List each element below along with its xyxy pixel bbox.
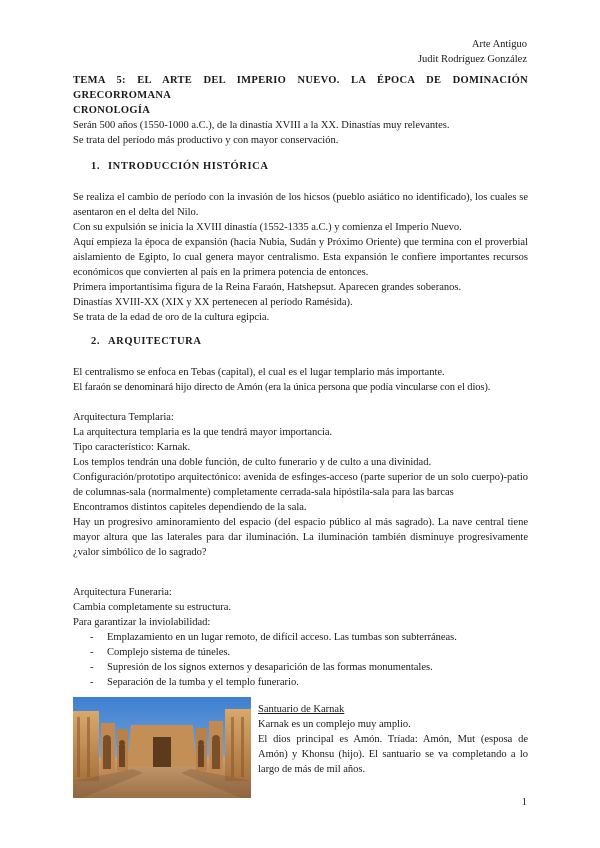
- section-number: 2.: [91, 336, 101, 347]
- document-title: TEMA 5: EL ARTE DEL IMPERIO NUEVO. LA ÉPOCA DE DOMINACIÓN: [73, 75, 528, 86]
- list-item: - Separación de la tumba y el templo funerario.: [73, 675, 528, 690]
- paragraph: Para garantizar la inviolabilidad:: [73, 617, 211, 628]
- section-heading-arquitectura: [91, 336, 202, 347]
- paragraph: La arquitectura templaria es la que tendrá mayor importancia.: [73, 427, 333, 438]
- paragraph: Encontramos distintos capiteles dependiendo de la sala.: [73, 502, 307, 513]
- paragraph: Los templos tendrán una doble función, de culto funerario y de culto a una divinidad.: [73, 457, 432, 468]
- karnak-temple-photo: [73, 697, 251, 798]
- paragraph: Se realiza el cambio de período con la invasión de los hicsos (pueblo asiático no identificado), los cuales se asentaron en el delta del Nilo.: [73, 192, 528, 218]
- subsection-heading: Arquitectura Templaria:: [73, 412, 174, 423]
- paragraph: El dios principal es Amón. Tríada: Amón, Mut (esposa de Amón) y Khonsu (hijo). El santuario se va completando a lo largo de más de mil años.: [258, 734, 528, 775]
- paragraph: El centralismo se enfoca en Tebas (capital), el cual es el lugar templario más importante.: [73, 367, 445, 378]
- paragraph: Tipo característico: Karnak.: [73, 442, 191, 453]
- intro-text: Serán 500 años (1550-1000 a.C.), de la dinastía XVIII a la XX. Dinastías muy relevantes.: [73, 120, 450, 131]
- document-header: [418, 37, 527, 67]
- list-item: - Supresión de los signos externos y desaparición de las formas monumentales.: [73, 660, 528, 675]
- subsection-heading: Arquitectura Funeraria:: [73, 587, 172, 598]
- header-course: Arte Antiguo: [471, 39, 527, 50]
- paragraph: Karnak es un complejo muy amplio.: [258, 719, 411, 730]
- paragraph: Primera importantísima figura de la Reina Faraón, Hatshepsut. Aparecen grandes soberanos.: [73, 282, 462, 293]
- intro-text: Se trata del período más productivo y con mayor conservación.: [73, 135, 339, 146]
- funeraria-block: [73, 585, 528, 690]
- karnak-heading: Santuario de Karnak: [258, 704, 345, 715]
- paragraph: Hay un progresivo aminoramiento del espacio (del espacio público al más sagrado). La nave central tiene mayor altura que las laterales para dar iluminación. La iluminación también disminuye progresivamente ¿valor simbólico de lo sagrado?: [73, 517, 528, 558]
- section-number: 1.: [91, 161, 101, 172]
- paragraph: Con su expulsión se inicia la XVIII dinastía (1552-1335 a.C.) y comienza el Imperio Nuevo.: [73, 222, 462, 233]
- document-title-cont: GRECORROMANA: [73, 90, 172, 101]
- list-item: - Complejo sistema de túneles.: [73, 645, 528, 660]
- section-body-arquitectura: [73, 365, 528, 395]
- page-number: 1: [521, 797, 527, 808]
- section-title: INTRODUCCIÓN HISTÓRICA: [108, 161, 269, 172]
- section-heading-introduccion: [91, 161, 269, 172]
- title-block: [73, 73, 528, 148]
- paragraph: Se trata de la edad de oro de la cultura egipcia.: [73, 312, 270, 323]
- paragraph: El faraón se denominará hijo directo de Amón (era la única persona que podía vincularse con el dios).: [73, 382, 491, 393]
- section-body-introduccion: [73, 190, 528, 325]
- header-author: Judit Rodríguez González: [417, 54, 527, 65]
- chronology-heading: CRONOLOGÍA: [73, 105, 151, 116]
- templaria-block: [73, 410, 528, 560]
- section-title: ARQUITECTURA: [108, 336, 202, 347]
- karnak-description: [258, 702, 528, 777]
- paragraph: Configuración/prototipo arquitectónico: avenida de esfinges-acceso (parte superior de un solo cuerpo)-patio de columnas-sala (normalmente) completamente cerrada-sala hipóstila-sala para las barcas: [73, 472, 528, 498]
- list-item: - Emplazamiento en un lugar remoto, de difícil acceso. Las tumbas son subterráneas.: [73, 630, 528, 645]
- bullet-list: [73, 630, 528, 690]
- paragraph: Dinastías XVIII-XX (XIX y XX pertenecen al período Ramésida).: [73, 297, 353, 308]
- paragraph: Cambia completamente su estructura.: [73, 602, 232, 613]
- paragraph: Aquí empieza la época de expansión (hacia Nubia, Sudán y Próximo Oriente) que termina con el proverbial aislamiento de Egipto, lo cual genera mayor centralismo. Esta expansión le confiere importantes recursos económicos que convierten al país en la primera potencia de entonces.: [73, 237, 528, 278]
